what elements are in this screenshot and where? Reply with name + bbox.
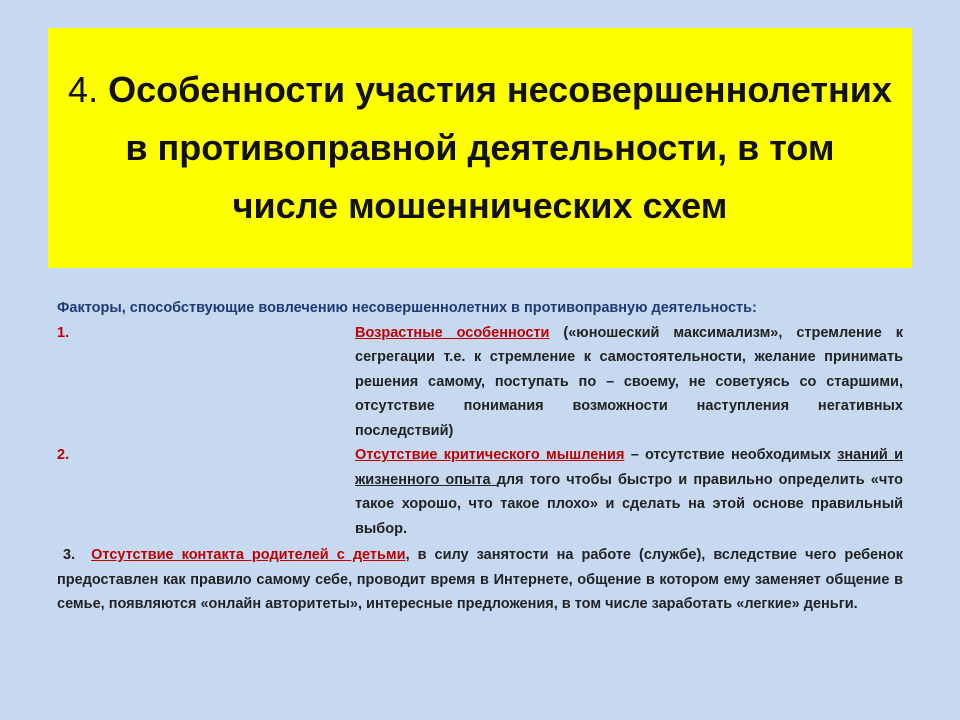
factor-highlight: Возрастные особенности — [355, 324, 550, 341]
factor-underlined-text: знаний и жизненного опыта — [355, 447, 903, 488]
title-box — [48, 28, 912, 268]
factor-item-3 — [57, 543, 903, 617]
factor-text: – отсутствие необходимых — [624, 447, 838, 463]
content-block — [57, 296, 903, 617]
intro-text: Факторы, способствующие вовлечению несовершеннолетних в противоправную деятельность: — [57, 300, 757, 316]
factor-text: для того чтобы быстро и правильно определить «что такое хорошо, что такое плохо» и сделать на этой основе правильный выбор. — [355, 471, 903, 537]
factor-body — [355, 443, 903, 541]
factor-number: 3. — [63, 547, 76, 563]
factor-highlight: Отсутствие контакта родителей с детьми — [91, 547, 406, 563]
factor-text: , в силу занятости на работе (службе), вследствие чего ребенок предоставлен как правило самому себе, проводит время в Интернете, общение в котором ему заменяет общение в семье, появляются «онлайн авторитеты», интересные предложения, в том числе заработать «легкие» деньги. — [57, 547, 903, 612]
factor-text: («юношеский максимализм», стремление к сегрегации т.е. к стремление к самостоятельности, желание принимать решения самому, поступать по – своему, не советуясь со старшими, отсутствие понимания возможности наступления негативных последствий) — [355, 324, 903, 439]
factor-highlight: Отсутствие критического мышления — [355, 447, 625, 463]
factor-body — [355, 321, 903, 444]
title-number: 4. — [68, 69, 99, 110]
factor-number: 2. — [57, 447, 70, 463]
slide-title — [68, 61, 892, 235]
factor-item-2 — [57, 443, 903, 541]
factor-item-1 — [57, 321, 903, 444]
factor-number: 1. — [57, 324, 70, 341]
title-text: Особенности участия несовершеннолетних в противоправной деятельности, в том числе мошеннических схем — [108, 69, 892, 226]
